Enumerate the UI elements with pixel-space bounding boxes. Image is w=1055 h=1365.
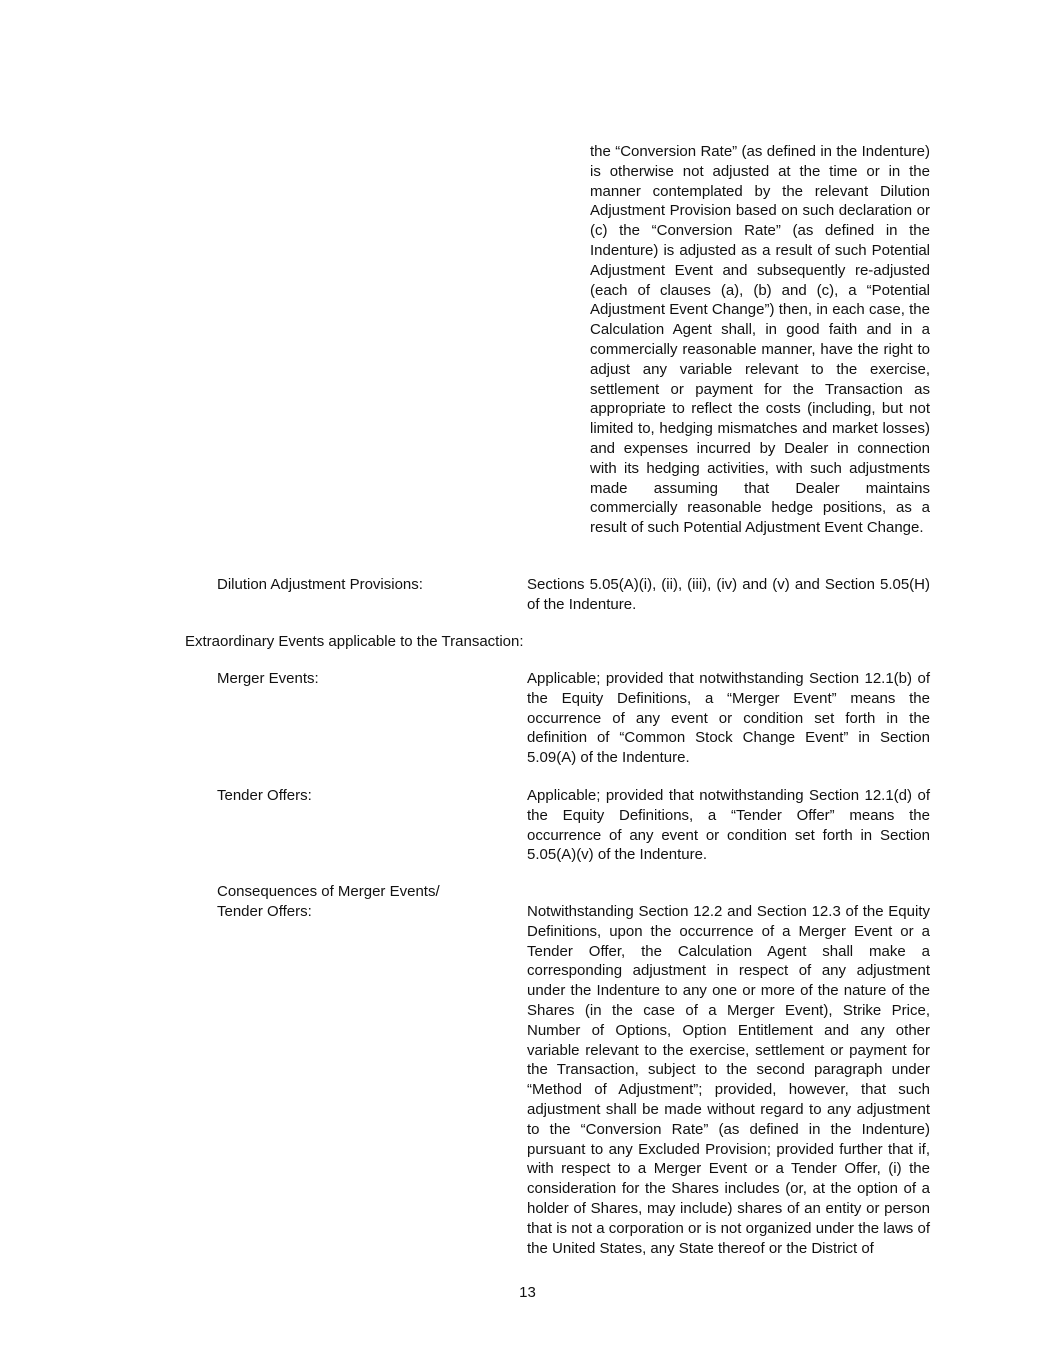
consequences-label-line2: Tender Offers: (217, 903, 312, 920)
dilution-label: Dilution Adjustment Provisions: (217, 576, 423, 593)
tender-offers-label: Tender Offers: (217, 787, 312, 804)
continuation-paragraph: the “Conversion Rate” (as defined in the Indenture) is otherwise not adjusted at the time or in the manner contemplated by the relevant Dilution Adjustment Provision based on such declaration or (c) the “Conversion Rate” (as defined in the Indenture) is adjusted as a result of such Potential Adjustment Event and subsequently re-adjusted (each of clauses (a), (b) and (c), a “Potential Adjustment Event Change”) then, in each case, the Calculation Agent shall, in good faith and in a commercially reasonable manner, have the right to adjust any variable relevant to the exercise, settlement or payment for the Transaction as appropriate to reflect the costs (including, but not limited to, hedging mismatches and market losses) and expenses incurred by Dealer in connection with its hedging activities, with such adjustments made assuming that Dealer maintains commercially reasonable hedge positions, as a result of such Potential Adjustment Event Change. (590, 143, 930, 537)
page-number: 13 (519, 1284, 536, 1301)
consequences-value: Notwithstanding Section 12.2 and Section 12.3 of the Equity Definitions, upon the occurrence of a Merger Event or a Tender Offer, the Calculation Agent shall make a corresponding adjustment in respect of any adjustment under the Indenture to any one or more of the nature of the Shares (in the case of a Merger Event), Strike Price, Number of Options, Option Entitlement and any other variable relevant to the exercise, settlement or payment for the Transaction, subject to the second paragraph under “Method of Adjustment”; provided, however, that such adjustment shall be made without regard to any adjustment to the “Conversion Rate” (as defined in the Indenture) pursuant to any Excluded Provision; provided further that if, with respect to a Merger Event or a Tender Offer, (i) the consideration for the Shares includes (or, at the option of a holder of Shares, may include) shares of an entity or person that is not a corporation or is not organized under the laws of the United States, any State thereof or the District of (527, 903, 930, 1257)
dilution-value: Sections 5.05(A)(i), (ii), (iii), (iv) and (v) and Section 5.05(H) of the Indenture. (527, 576, 930, 613)
merger-events-label: Merger Events: (217, 670, 319, 687)
extraordinary-events-heading: Extraordinary Events applicable to the Transaction: (185, 633, 524, 650)
consequences-label-line1: Consequences of Merger Events/ (217, 883, 440, 900)
merger-events-value: Applicable; provided that notwithstanding Section 12.1(b) of the Equity Definitions, a “Merger Event” means the occurrence of any event or condition set forth in the definition of “Common Stock Change Event” in Section 5.09(A) of the Indenture. (527, 670, 930, 767)
tender-offers-value: Applicable; provided that notwithstanding Section 12.1(d) of the Equity Definitions, a “Tender Offer” means the occurrence of any event or condition set forth in Section 5.05(A)(v) of the Indenture. (527, 787, 930, 864)
